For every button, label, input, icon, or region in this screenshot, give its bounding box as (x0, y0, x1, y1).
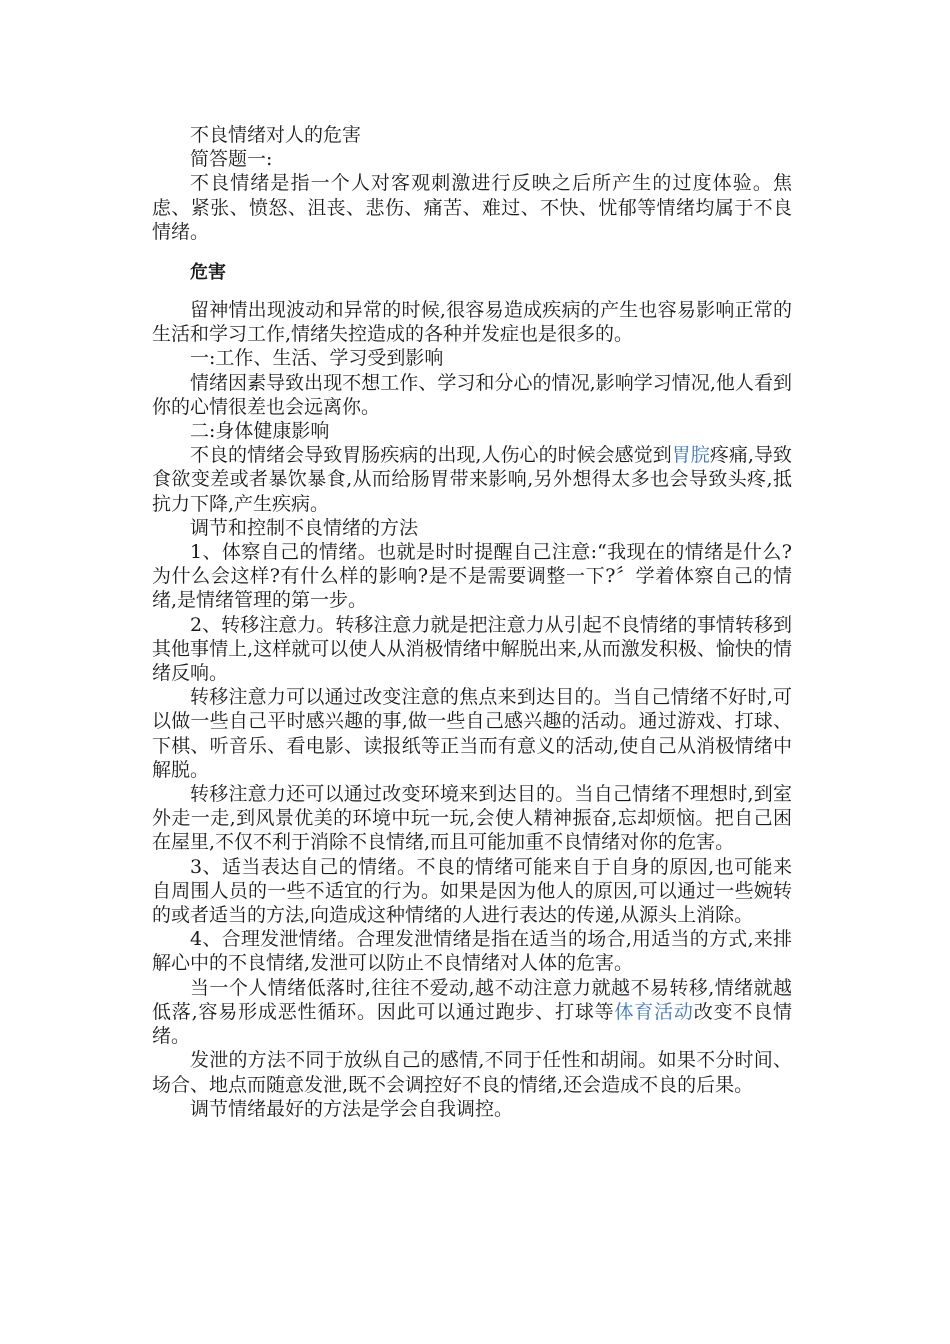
main-section (152, 298, 792, 1121)
item2-title: 二:身体健康影响 (190, 420, 330, 443)
intro-section (152, 123, 792, 244)
method-2a-paragraph: 转移注意力可以通过改变注意的焦点来到达目的。当自己情绪不好时,可以做一些自己平时感兴趣的事,做一些自己感兴趣的活动。通过游戏、打球、下棋、听音乐、看电影、读报纸等正当而有意义的活动,使自己从消极情绪中解脱。 (152, 686, 792, 781)
item2-text-post: 疼痛,导致食欲变差或者暴饮暴食,从而给肠胃带来影响,另外想得太多也会导致头疼,抵抗力下降,产生疾病。 (152, 444, 792, 515)
stomach-link[interactable]: 胃脘 (671, 444, 710, 467)
item2-body (152, 443, 792, 516)
document-subtitle: 简答题一: (190, 148, 273, 171)
method-2b-paragraph: 转移注意力还可以通过改变环境来到达目的。当自己情绪不理想时,到室外走一走,到风景优美的环境中玩一玩,会使人精神振奋,忘却烦恼。把自己困在屋里,不仅不利于消除不良情绪,而且可能加重不良情绪对你的危害。 (152, 783, 792, 854)
document-title: 不良情绪对人的危害 (190, 124, 362, 146)
m4a-text-pre: 当一个人情绪低落时,往往不爱动,越不动注意力就越不易转移,情绪就越低落,容易形成恶性循环。因此可以通过跑步、打球等 (152, 976, 792, 1023)
item1-body: 情绪因素导致出现不想工作、学习和分心的情况,影响学习情况,他人看到你的心情很差也会远离你。 (152, 371, 792, 418)
harm-intro-paragraph: 留神情出现波动和异常的时候,很容易造成疾病的产生也容易影响正常的生活和学习工作,情绪失控造成的各种并发症也是很多的。 (152, 299, 792, 346)
method-1-paragraph: 1、体察自己的情绪。也就是时时提醒自己注意:“我现在的情绪是什么?为什么会这样?有什么样的影响?是不是需要调整一下?〞学着体察自己的情绪,是情绪管理的第一步。 (152, 541, 792, 612)
method-2-paragraph: 2、转移注意力。转移注意力就是把注意力从引起不良情绪的事情转移到其他事情上,这样就可以使人从消极情绪中解脱出来,从而激发积极、愉快的情绪反响。 (152, 613, 792, 685)
method-4-paragraph: 4、合理发泄情绪。合理发泄情绪是指在适当的场合,用适当的方式,来排解心中的不良情绪,发泄可以防止不良情绪对人体的危害。 (152, 928, 792, 975)
sports-activity-link[interactable]: 体育活动 (614, 1000, 694, 1023)
closing-paragraph: 调节情绪最好的方法是学会自我调控。 (190, 1097, 514, 1120)
item1-title: 一:工作、生活、学习受到影响 (190, 347, 444, 370)
item2-text-pre: 不良的情绪会导致胃肠疾病的出现,人伤心的时候会感觉到 (190, 444, 672, 467)
method-3-paragraph: 3、适当表达自己的情绪。不良的情绪可能来自于自身的原因,也可能来自周围人员的一些不适宜的行为。如果是因为他人的原因,可以通过一些婉转的或者适当的方法,向造成这种情绪的人进行表达的传递,从源头上消除。 (152, 855, 792, 927)
method-4a-paragraph (152, 976, 792, 1049)
method-4b-paragraph: 发泄的方法不同于放纵自己的感情,不同于任性和胡闹。如果不分时间、场合、地点而随意发泄,既不会调控好不良的情绪,还会造成不良的后果。 (152, 1049, 792, 1096)
section-heading-harm: 危害 (190, 262, 226, 283)
methods-title: 调节和控制不良情绪的方法 (190, 516, 419, 539)
intro-paragraph: 不良情绪是指一个人对客观刺激进行反映之后所产生的过度体验。焦虑、紧张、愤怒、沮丧、悲伤、痛苦、难过、不快、忧郁等情绪均属于不良情绪。 (152, 172, 792, 243)
m4a-text-post: 改变不良情绪。 (152, 1000, 792, 1048)
